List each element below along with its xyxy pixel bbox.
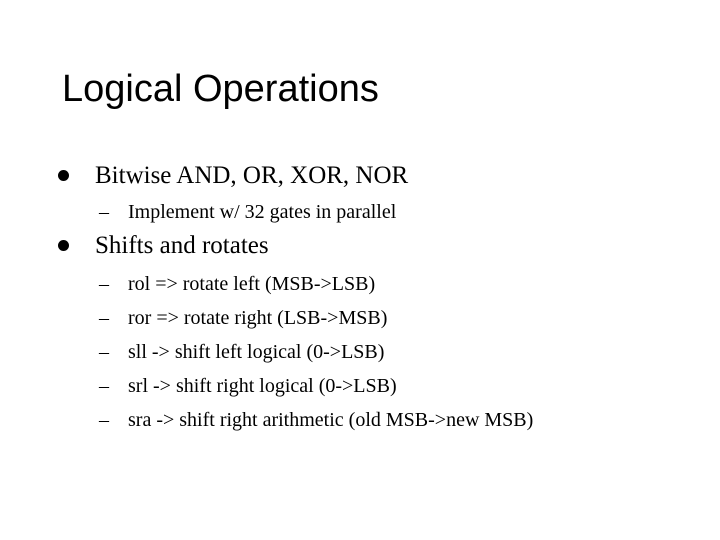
sub-bullet-text: ror => rotate right (LSB->MSB)	[128, 307, 388, 329]
sub-bullet-text: sra -> shift right arithmetic (old MSB->new MSB)	[128, 409, 534, 431]
sub-bullet-item	[99, 202, 396, 222]
sub-bullet-item	[99, 308, 387, 328]
sub-bullet-item	[99, 342, 384, 362]
bullet-item	[58, 163, 408, 188]
bullet-dot-icon	[58, 240, 69, 251]
dash-icon: –	[99, 201, 109, 223]
sub-bullet-text: rol => rotate left (MSB->LSB)	[128, 273, 376, 295]
bullet-item	[58, 233, 269, 258]
dash-icon: –	[99, 273, 109, 295]
bullet-text: Bitwise AND, OR, XOR, NOR	[95, 162, 409, 189]
sub-bullet-text: sll -> shift left logical (0->LSB)	[128, 341, 385, 363]
dash-icon: –	[99, 375, 109, 397]
sub-bullet-text: srl -> shift right logical (0->LSB)	[128, 375, 397, 397]
bullet-dot-icon	[58, 170, 69, 181]
dash-icon: –	[99, 409, 109, 431]
sub-bullet-item	[99, 410, 533, 430]
bullet-text: Shifts and rotates	[95, 232, 269, 259]
dash-icon: –	[99, 341, 109, 363]
sub-bullet-item	[99, 274, 375, 294]
slide-title: Logical Operations	[62, 68, 379, 110]
dash-icon: –	[99, 307, 109, 329]
sub-bullet-text: Implement w/ 32 gates in parallel	[128, 201, 397, 223]
sub-bullet-item	[99, 376, 397, 396]
